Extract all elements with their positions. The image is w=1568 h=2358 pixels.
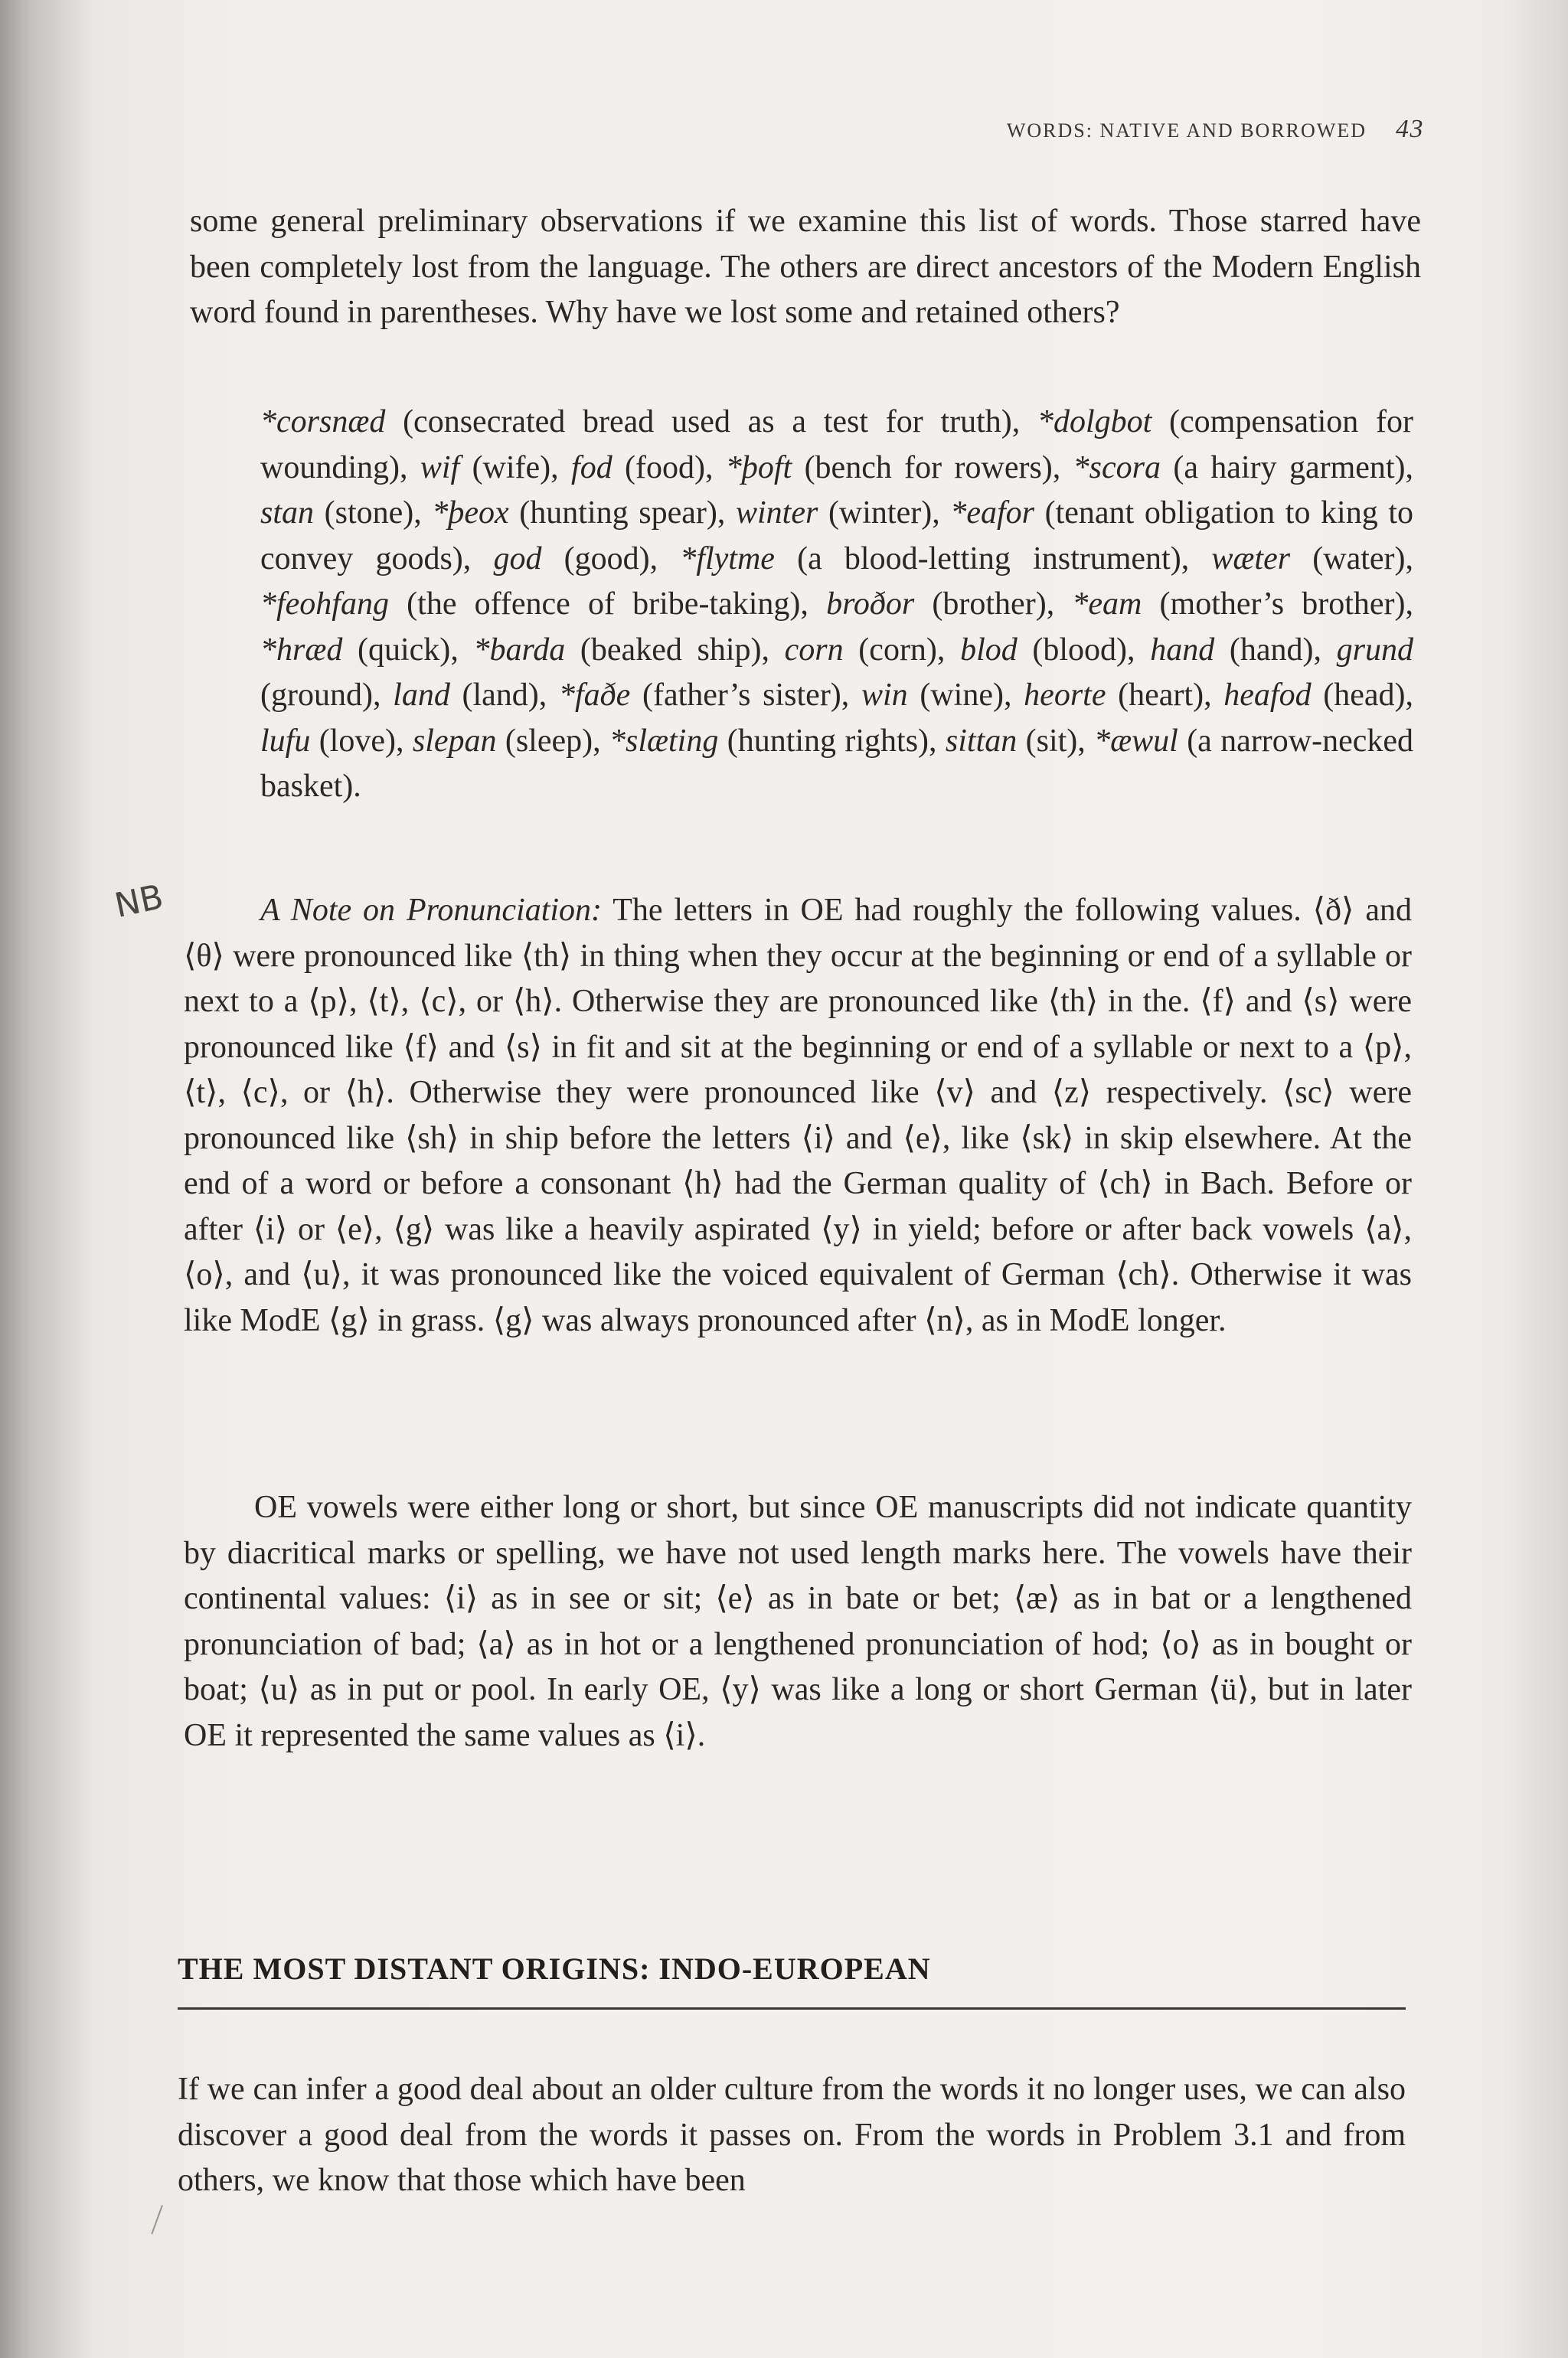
section-heading-rule	[178, 2007, 1406, 2010]
old-english-word: *scora	[1073, 449, 1161, 485]
old-english-word: hand	[1150, 632, 1215, 668]
old-english-word: *flytme	[680, 541, 775, 576]
word-gloss: (sit)	[1017, 723, 1078, 759]
word-gloss: (mother’s brother)	[1142, 586, 1406, 622]
old-english-word: slepan	[412, 723, 497, 759]
old-english-word: *feohfang	[260, 586, 389, 622]
old-english-word: fod	[571, 449, 612, 485]
old-english-word: heorte	[1024, 678, 1106, 713]
word-entry	[861, 678, 1004, 713]
word-entry	[260, 404, 1012, 439]
word-entry	[1211, 541, 1405, 576]
word-entry	[826, 586, 1047, 622]
word-entry	[785, 632, 937, 668]
word-entry	[726, 450, 1053, 485]
word-entry	[1150, 632, 1313, 668]
word-gloss: (a hairy garment)	[1160, 449, 1406, 485]
word-gloss: (hand)	[1214, 632, 1314, 668]
section-heading: THE MOST DISTANT ORIGINS: INDO-EUROPEAN	[178, 1951, 931, 1986]
word-gloss: (wine)	[907, 678, 1004, 713]
word-gloss: (corn)	[843, 632, 937, 668]
word-gloss: (stone)	[314, 495, 414, 531]
section-body-paragraph: If we can infer a good deal about an older culture from the words it no longer uses, we can also discover a good deal from the words it passes on. From the words in Problem 3.1 and from others, we know that those which have been	[178, 2072, 1406, 2198]
word-entry	[680, 541, 1181, 576]
word-gloss: (love)	[310, 723, 396, 759]
word-entry	[559, 678, 841, 713]
word-gloss: (bench for rowers)	[792, 449, 1053, 485]
word-entry	[946, 723, 1077, 759]
handwritten-margin-note: NB	[111, 877, 167, 926]
word-gloss: (wife)	[459, 449, 551, 485]
old-english-word: wæter	[1211, 541, 1291, 576]
word-gloss: (heart)	[1106, 678, 1204, 713]
word-gloss: (food)	[612, 449, 706, 485]
word-gloss: (winter)	[818, 495, 933, 531]
word-entry	[260, 495, 413, 531]
old-english-word: *eam	[1072, 586, 1142, 622]
word-gloss: (tenant obligation to king to convey goods)	[260, 495, 1414, 576]
old-english-word: *þeox	[432, 495, 509, 531]
old-english-word: *eafor	[950, 495, 1034, 531]
old-english-word: winter	[735, 495, 818, 531]
word-entry	[1223, 678, 1405, 713]
old-english-word: stan	[260, 495, 315, 531]
word-gloss: (a blood-letting instrument)	[774, 541, 1181, 576]
word-gloss: (brother)	[914, 586, 1047, 622]
word-gloss: (consecrated bread used as a test for truth)	[385, 404, 1012, 439]
word-gloss: (land)	[449, 678, 539, 713]
word-entry	[473, 632, 761, 668]
old-english-word: lufu	[260, 723, 311, 759]
word-entry	[413, 723, 593, 759]
old-english-word: *corsnæd	[260, 404, 386, 439]
old-english-word: grund	[1336, 632, 1413, 668]
word-gloss: (blood)	[1017, 632, 1128, 668]
old-english-word: *hræd	[260, 632, 343, 668]
word-gloss: (hunting spear)	[508, 495, 717, 531]
running-title: WORDS: NATIVE AND BORROWED	[1006, 119, 1367, 142]
old-english-word: win	[861, 678, 908, 713]
word-gloss: (quick)	[342, 632, 451, 668]
old-english-word: *æwul	[1094, 723, 1178, 759]
word-entry	[493, 541, 649, 576]
old-english-word: god	[493, 541, 542, 576]
old-english-word: land	[393, 678, 450, 713]
word-entry	[609, 723, 929, 759]
pencil-mark	[151, 2205, 165, 2236]
page-number: 43	[1396, 115, 1424, 143]
old-english-word: *barda	[473, 632, 566, 668]
pronunciation-note-text: The letters in OE had roughly the following values. ⟨ð⟩ and ⟨θ⟩ were pronounced like ⟨th⟩ in thing when they occur at the beginning or end of a syllable or next to a ⟨p⟩, ⟨t⟩, ⟨c⟩, or ⟨h⟩. Otherwise they are pronounced like ⟨th⟩ in the. ⟨f⟩ and ⟨s⟩ were pronounced like ⟨f⟩ and ⟨s⟩ in fit and sit at the beginning or end of a syllable or next to a ⟨p⟩, ⟨t⟩, ⟨c⟩, or ⟨h⟩. Otherwise they were pronounced like ⟨v⟩ and ⟨z⟩ respectively. ⟨sc⟩ were pronounced like ⟨sh⟩ in ship before the letters ⟨i⟩ and ⟨e⟩, like ⟨sk⟩ in skip elsewhere. At the end of a word or before a consonant ⟨h⟩ had the German quality of ⟨ch⟩ in Bach. Before or after ⟨i⟩ or ⟨e⟩, ⟨g⟩ was like a heavily aspirated ⟨y⟩ in yield; before or after back vowels ⟨a⟩, ⟨o⟩, and ⟨u⟩, it was pronounced like the voiced equivalent of German ⟨ch⟩. Otherwise it was like ModE ⟨g⟩ in grass. ⟨g⟩ was always pronounced after ⟨n⟩, as in ModE longer.	[184, 893, 1412, 1338]
word-gloss: (hunting rights)	[718, 723, 929, 759]
old-english-word: *þoft	[725, 449, 792, 485]
word-gloss: (sleep)	[496, 723, 593, 759]
old-english-word: wif	[420, 449, 460, 485]
word-entry	[260, 723, 396, 759]
word-gloss: (ground)	[260, 678, 373, 713]
word-entry	[1072, 586, 1405, 622]
old-english-word: broðor	[826, 586, 915, 622]
pronunciation-note-heading: A Note on Pronunciation:	[260, 893, 603, 928]
word-entry	[432, 495, 717, 531]
old-english-word: *slæting	[609, 723, 719, 759]
old-english-word: corn	[784, 632, 844, 668]
word-entry	[420, 450, 550, 485]
word-gloss: (compensation for wounding)	[260, 404, 1413, 485]
word-list-paragraph: *corsnæd (consecrated bread used as a test for truth), *dolgbot (compensation for wounding), wif (wife), fod (food), *þoft (bench for rowers), *scora (a hairy garment), stan (stone), *þeox (hunting spear), winter (winter), *eafor (tenant obligation to king to convey goods), god (good), *flytme (a blood-letting instrument), wæter (water), *feohfang (the offence of bribe-taking), broðor (brother), *eam (mother’s brother), *hræd (quick), *barda (beaked ship), corn (corn), blod (blood), hand (hand), grund (ground), land (land), *faðe (father’s sister), win (wine), heorte (heart), heafod (head), lufu (love), slepan (sleep), *slæting (hunting rights), sittan (sit), *æwul (a narrow-necked basket).	[260, 404, 1414, 804]
old-english-word: *dolgbot	[1037, 404, 1152, 439]
word-entry	[260, 632, 450, 668]
intro-paragraph: some general preliminary observations if we examine this list of words. Those starred have been completely lost from the language. The others are direct ancestors of the Modern English word found in parentheses. Why have we lost some and retained others?	[190, 204, 1421, 330]
word-entry	[571, 450, 705, 485]
old-english-word: sittan	[945, 723, 1018, 759]
word-gloss: (father’s sister)	[630, 678, 841, 713]
pronunciation-note-paragraph	[184, 888, 1412, 1344]
word-gloss: (a narrow-necked basket)	[260, 723, 1414, 804]
vowels-paragraph: OE vowels were either long or short, but since OE manuscripts did not indicate quantity by diacritical marks or spelling, we have not used length marks here. The vowels have their continental values: ⟨i⟩ as in see or sit; ⟨e⟩ as in bate or bet; ⟨æ⟩ as in bat or a lengthened pronunciation of bad; ⟨a⟩ as in hot or a lengthened pronunciation of hod; ⟨o⟩ as in bought or boat; ⟨u⟩ as in put or pool. In early OE, ⟨y⟩ was like a long or short German ⟨ü⟩, but in later OE it represented the same values as ⟨i⟩.	[184, 1490, 1412, 1753]
word-entry	[1024, 678, 1204, 713]
running-header	[873, 115, 1424, 144]
word-gloss: (water)	[1290, 541, 1406, 576]
word-gloss: (beaked ship)	[565, 632, 762, 668]
old-english-word: *faðe	[558, 678, 631, 713]
old-english-word: heafod	[1223, 678, 1312, 713]
word-gloss: (head)	[1311, 678, 1406, 713]
old-english-word: blod	[960, 632, 1018, 668]
word-entry	[1073, 450, 1406, 485]
word-entry	[260, 586, 800, 622]
word-entry	[736, 495, 932, 531]
word-entry	[393, 678, 539, 713]
word-gloss: (good)	[541, 541, 650, 576]
word-gloss: (the offence of bribe-taking)	[388, 586, 801, 622]
word-entry	[960, 632, 1127, 668]
